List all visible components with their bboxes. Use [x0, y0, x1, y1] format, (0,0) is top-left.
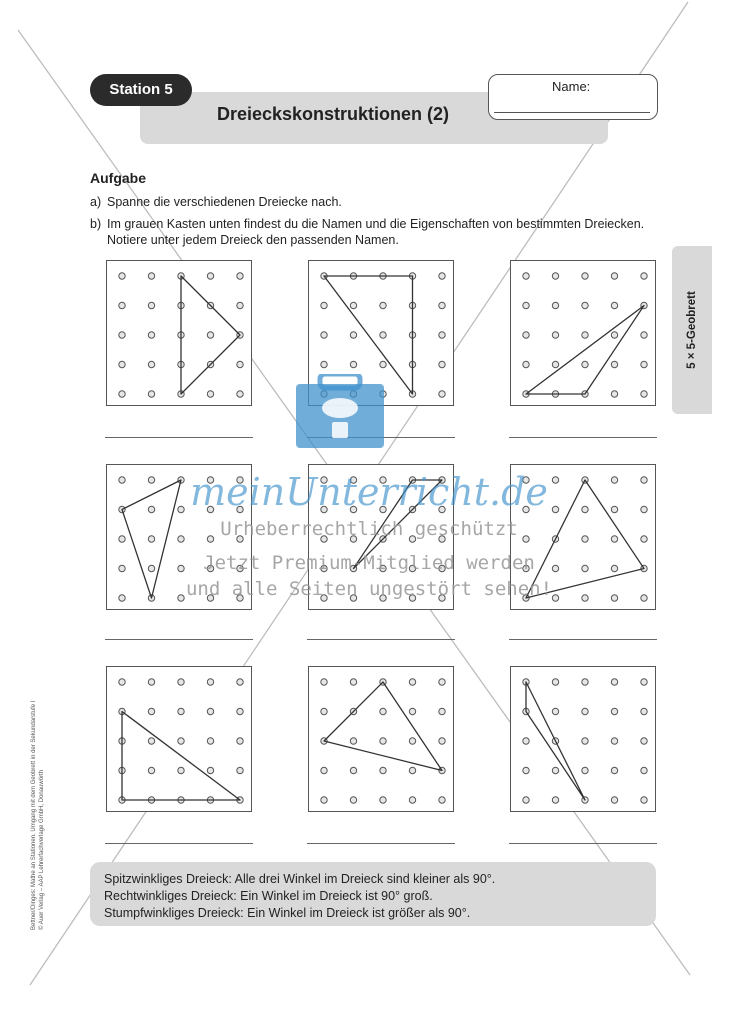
peg: [178, 767, 184, 773]
briefcase-icon: [296, 374, 384, 450]
peg: [207, 679, 213, 685]
name-label: Name:: [552, 79, 591, 94]
peg: [207, 332, 213, 338]
watermark-line: Urheberrechtlich geschützt: [220, 518, 518, 540]
triangle-band: [526, 682, 585, 800]
peg: [148, 391, 154, 397]
peg: [409, 767, 415, 773]
peg: [409, 797, 415, 803]
peg: [641, 273, 647, 279]
peg: [380, 708, 386, 714]
peg: [641, 767, 647, 773]
task-heading: Aufgabe: [90, 170, 146, 186]
peg: [611, 361, 617, 367]
peg: [237, 361, 243, 367]
peg: [350, 767, 356, 773]
triangle-band: [526, 306, 644, 395]
peg: [439, 361, 445, 367]
geoboard: [510, 260, 656, 406]
peg: [611, 332, 617, 338]
peg: [237, 738, 243, 744]
credits-line2: © Auer Verlag – AAP Lehrerfachverlage GmbH, Donauwörth: [39, 769, 45, 930]
peg: [582, 273, 588, 279]
peg: [611, 679, 617, 685]
peg: [611, 391, 617, 397]
peg: [350, 332, 356, 338]
peg: [321, 708, 327, 714]
task-b-line2: Notiere unter jedem Dreieck den passenden Namen.: [107, 233, 399, 247]
task-a-text: Spanne die verschiedenen Dreiecke nach.: [107, 195, 342, 209]
peg: [439, 273, 445, 279]
peg: [380, 302, 386, 308]
peg: [321, 797, 327, 803]
answer-line[interactable]: [307, 639, 455, 640]
peg: [380, 332, 386, 338]
task-a-marker: a): [90, 195, 102, 209]
peg: [641, 708, 647, 714]
peg: [641, 391, 647, 397]
answer-line[interactable]: [105, 639, 253, 640]
peg: [611, 738, 617, 744]
peg: [641, 738, 647, 744]
peg: [582, 302, 588, 308]
peg: [582, 708, 588, 714]
peg: [148, 361, 154, 367]
peg: [207, 738, 213, 744]
peg: [207, 708, 213, 714]
peg: [350, 302, 356, 308]
peg: [552, 302, 558, 308]
peg: [611, 767, 617, 773]
peg: [119, 391, 125, 397]
peg: [207, 273, 213, 279]
peg: [409, 679, 415, 685]
peg: [523, 738, 529, 744]
peg: [350, 679, 356, 685]
answer-line[interactable]: [307, 843, 455, 844]
answer-line[interactable]: [105, 437, 253, 438]
peg: [119, 332, 125, 338]
peg: [439, 708, 445, 714]
peg: [641, 797, 647, 803]
peg: [641, 679, 647, 685]
peg: [552, 679, 558, 685]
peg: [582, 679, 588, 685]
peg: [523, 767, 529, 773]
definition-right: Rechtwinkliges Dreieck: Ein Winkel im Dreieck ist 90° groß.: [104, 889, 433, 903]
watermark-line: Jetzt Premium-Mitglied werden: [203, 552, 535, 574]
peg: [380, 797, 386, 803]
answer-line[interactable]: [105, 843, 253, 844]
peg: [321, 332, 327, 338]
peg: [523, 361, 529, 367]
peg: [380, 767, 386, 773]
peg: [552, 332, 558, 338]
peg: [119, 361, 125, 367]
peg: [523, 302, 529, 308]
geoboard: [106, 260, 252, 406]
definition-obtuse: Stumpfwinkliges Dreieck: Ein Winkel im Dreieck ist größer als 90°.: [104, 906, 471, 920]
peg: [178, 738, 184, 744]
watermark-logo: meinUnterricht.de: [190, 470, 548, 514]
triangle-band: [122, 712, 240, 801]
peg: [552, 797, 558, 803]
peg: [439, 738, 445, 744]
peg: [439, 332, 445, 338]
peg: [582, 767, 588, 773]
peg: [439, 679, 445, 685]
peg: [119, 302, 125, 308]
peg: [321, 679, 327, 685]
peg: [439, 797, 445, 803]
peg: [582, 332, 588, 338]
peg: [641, 361, 647, 367]
peg: [552, 361, 558, 367]
station-badge: Station 5: [90, 74, 192, 106]
name-write-line[interactable]: [494, 112, 650, 113]
answer-line[interactable]: [509, 843, 657, 844]
peg: [611, 273, 617, 279]
peg: [350, 797, 356, 803]
peg: [439, 391, 445, 397]
peg: [178, 708, 184, 714]
peg: [350, 361, 356, 367]
peg: [237, 302, 243, 308]
peg: [439, 302, 445, 308]
peg: [148, 767, 154, 773]
peg: [178, 679, 184, 685]
peg: [611, 797, 617, 803]
peg: [523, 273, 529, 279]
answer-line[interactable]: [509, 437, 657, 438]
credits: [30, 630, 64, 930]
peg: [380, 361, 386, 367]
peg: [237, 708, 243, 714]
task-b-marker: b): [90, 217, 102, 231]
peg: [611, 302, 617, 308]
credits-line1: Bettner/Dinges: Mathe an Stationen. Umgang mit dem Geobrett in der Sekundarstufe I: [31, 700, 37, 930]
peg: [582, 361, 588, 367]
watermark-line: und alle Seiten ungestört sehen!: [185, 578, 553, 600]
definition-acute: Spitzwinkliges Dreieck: Alle drei Winkel im Dreieck sind kleiner als 90°.: [104, 872, 496, 886]
peg: [409, 708, 415, 714]
peg: [552, 273, 558, 279]
peg: [321, 302, 327, 308]
peg: [409, 738, 415, 744]
peg: [148, 332, 154, 338]
answer-line[interactable]: [509, 639, 657, 640]
peg: [641, 332, 647, 338]
peg: [321, 361, 327, 367]
peg: [237, 767, 243, 773]
task-b-line1: Im grauen Kasten unten findest du die Namen und die Eigenschaften von bestimmten Dreiecken.: [107, 217, 645, 231]
peg: [237, 679, 243, 685]
triangle-band: [324, 682, 442, 771]
peg: [582, 738, 588, 744]
peg: [350, 738, 356, 744]
peg: [237, 273, 243, 279]
peg: [148, 708, 154, 714]
geoboard: [106, 666, 252, 812]
page-title: Dreieckskonstruktionen (2): [216, 104, 450, 124]
peg: [207, 391, 213, 397]
peg: [552, 708, 558, 714]
peg: [380, 738, 386, 744]
peg: [523, 797, 529, 803]
peg: [148, 738, 154, 744]
peg: [611, 708, 617, 714]
peg: [119, 273, 125, 279]
geoboard: [308, 666, 454, 812]
side-tab-label: 5 × 5-Geobrett: [686, 291, 698, 369]
peg: [148, 302, 154, 308]
geoboard: [510, 666, 656, 812]
peg: [148, 273, 154, 279]
peg: [148, 679, 154, 685]
peg: [523, 332, 529, 338]
peg: [552, 767, 558, 773]
peg: [321, 767, 327, 773]
peg: [119, 679, 125, 685]
peg: [207, 767, 213, 773]
peg: [237, 391, 243, 397]
